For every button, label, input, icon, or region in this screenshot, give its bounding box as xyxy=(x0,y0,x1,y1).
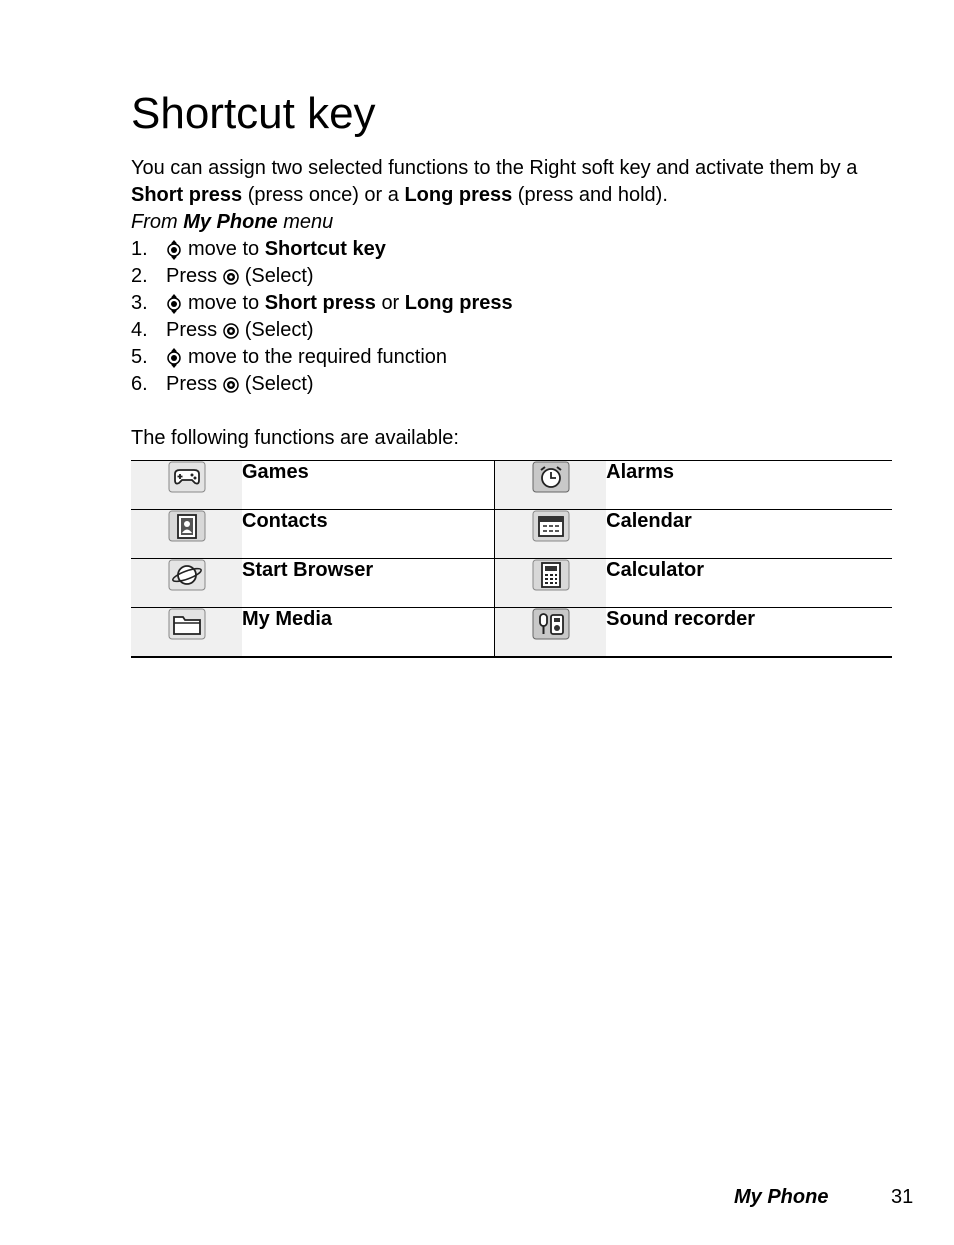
available-text: The following functions are available: xyxy=(131,427,459,449)
intro-text-2: (press once) or a xyxy=(242,184,405,206)
select-key-icon xyxy=(223,377,239,393)
intro-paragraph xyxy=(131,155,901,209)
step-bold: Shortcut key xyxy=(264,238,386,260)
function-label: Calculator xyxy=(606,559,892,608)
intro-text-3: (press and hold). xyxy=(512,184,668,206)
step-number: 5. xyxy=(131,346,148,368)
step-2 xyxy=(131,263,901,290)
step-1 xyxy=(131,236,901,263)
select-key-icon xyxy=(223,269,239,285)
step-text: move to xyxy=(188,238,260,260)
alarms-icon xyxy=(532,461,570,493)
browser-icon xyxy=(168,559,206,591)
calendar-icon xyxy=(532,510,570,542)
step-pre-text: Press xyxy=(166,319,218,341)
sound-recorder-icon xyxy=(532,608,570,640)
footer-section: My Phone xyxy=(734,1186,829,1208)
table-row xyxy=(131,510,892,559)
step-bold-2: Long press xyxy=(404,292,513,314)
step-5 xyxy=(131,344,901,371)
games-icon xyxy=(168,461,206,493)
step-text: (Select) xyxy=(244,319,314,341)
step-text: move to the required function xyxy=(188,346,448,368)
functions-table xyxy=(131,460,892,658)
step-4 xyxy=(131,317,901,344)
steps-list xyxy=(131,236,901,398)
step-number: 3. xyxy=(131,292,148,314)
from-suffix: menu xyxy=(277,211,334,233)
from-menu-name: My Phone xyxy=(183,211,278,233)
select-key-icon xyxy=(223,323,239,339)
contacts-icon xyxy=(168,510,206,542)
function-label: Alarms xyxy=(606,461,892,510)
table-row xyxy=(131,608,892,658)
step-text: (Select) xyxy=(244,373,314,395)
table-row xyxy=(131,461,892,510)
function-label: My Media xyxy=(242,608,495,658)
step-number: 4. xyxy=(131,319,148,341)
instructions xyxy=(131,155,901,452)
step-6 xyxy=(131,371,901,398)
nav-key-icon xyxy=(166,240,182,260)
function-label: Games xyxy=(242,461,495,510)
step-number: 2. xyxy=(131,265,148,287)
from-menu-line xyxy=(131,209,901,236)
page-title: Shortcut key xyxy=(131,89,376,138)
step-number: 1. xyxy=(131,238,148,260)
page-number: 31 xyxy=(891,1186,914,1208)
step-text: (Select) xyxy=(244,265,314,287)
step-3 xyxy=(131,290,901,317)
intro-short-press: Short press xyxy=(131,184,243,206)
nav-key-icon xyxy=(166,294,182,314)
function-label: Calendar xyxy=(606,510,892,559)
my-media-icon xyxy=(168,608,206,640)
step-text: move to xyxy=(188,292,260,314)
from-prefix: From xyxy=(131,211,184,233)
step-bold: Short press xyxy=(264,292,376,314)
step-mid-text: or xyxy=(381,292,400,314)
nav-key-icon xyxy=(166,348,182,368)
function-label: Start Browser xyxy=(242,559,495,608)
function-label: Contacts xyxy=(242,510,495,559)
step-number: 6. xyxy=(131,373,148,395)
step-pre-text: Press xyxy=(166,265,218,287)
intro-long-press: Long press xyxy=(404,184,513,206)
step-pre-text: Press xyxy=(166,373,218,395)
intro-text-1: You can assign two selected functions to the Right soft key and activate them by a xyxy=(131,157,858,179)
table-row xyxy=(131,559,892,608)
function-label: Sound recorder xyxy=(606,608,892,658)
calculator-icon xyxy=(532,559,570,591)
